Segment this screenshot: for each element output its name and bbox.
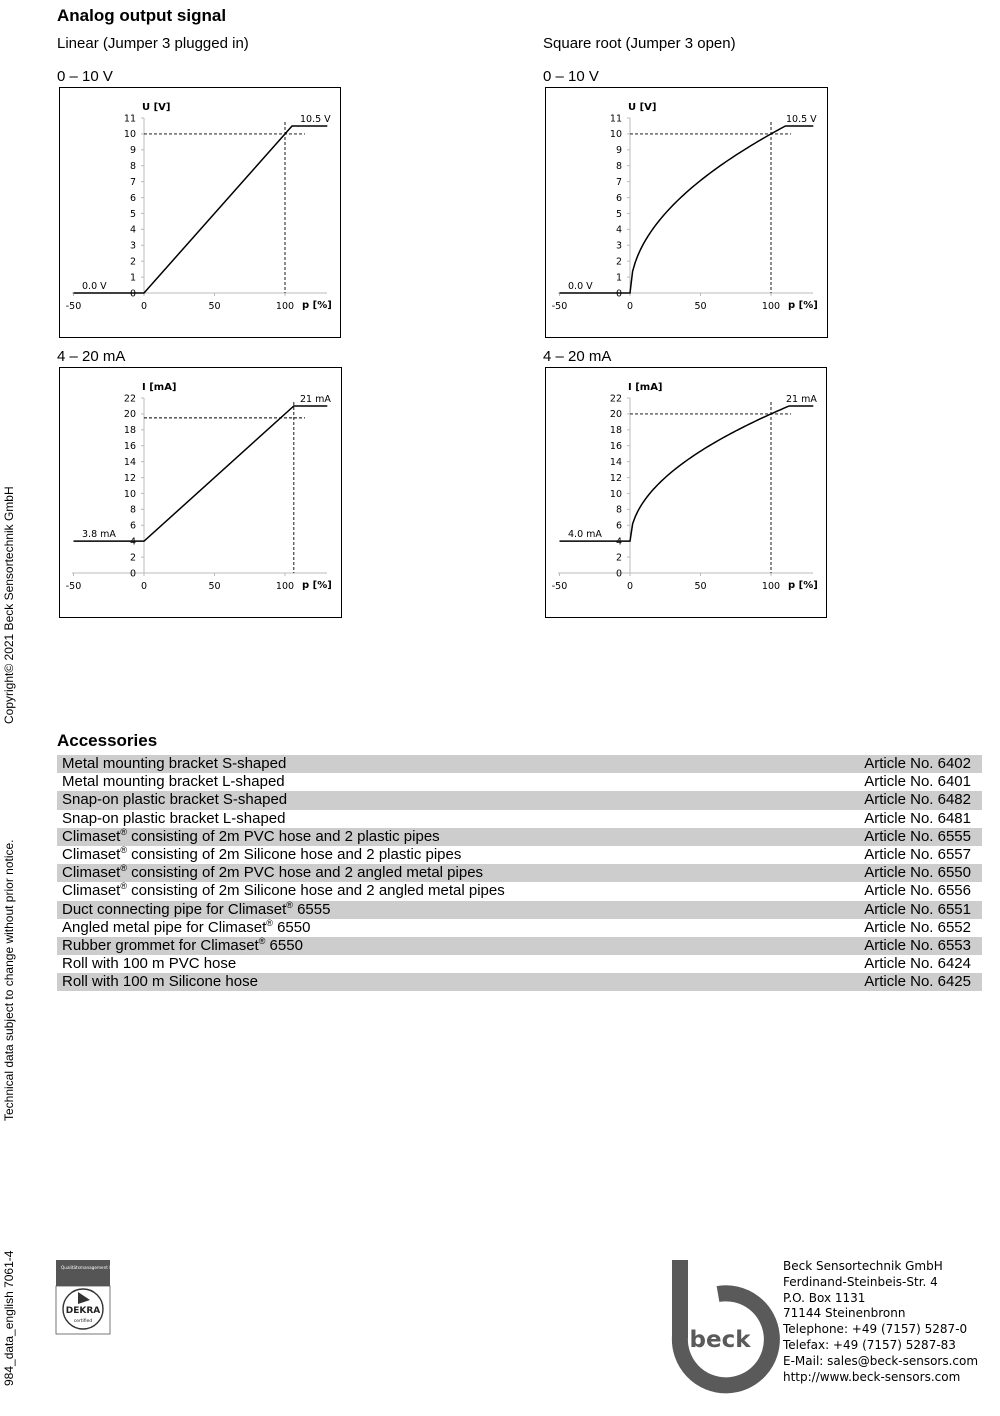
beck-logo bbox=[668, 1258, 768, 1386]
y-tick-label: 8 bbox=[129, 504, 136, 516]
accessory-article: Article No. 6402 bbox=[864, 755, 971, 773]
annotation-low: 0.0 V bbox=[82, 281, 107, 292]
x-tick-label: 50 bbox=[694, 581, 707, 592]
y-tick-label: 8 bbox=[129, 161, 136, 173]
accessory-name: Roll with 100 m PVC hose bbox=[62, 955, 237, 973]
accessory-name: Duct connecting pipe for Climaset® 6555 bbox=[62, 899, 331, 918]
beck-logo-text: beck bbox=[689, 1327, 751, 1353]
x-tick-label: 50 bbox=[208, 581, 221, 592]
table-row bbox=[57, 882, 982, 900]
accessory-name: Metal mounting bracket L-shaped bbox=[62, 773, 285, 791]
address-line: Ferdinand-Steinbeis-Str. 4 bbox=[783, 1274, 938, 1289]
y-tick-label: 20 bbox=[609, 409, 622, 421]
x-tick-label: 0 bbox=[140, 301, 148, 312]
accessory-article: Article No. 6401 bbox=[864, 773, 971, 791]
y-tick-label: 22 bbox=[123, 393, 136, 405]
y-tick-label: 9 bbox=[615, 145, 622, 157]
linear-current-svg bbox=[60, 368, 341, 617]
accessory-article: Article No. 6557 bbox=[864, 846, 971, 864]
table-row bbox=[57, 846, 982, 864]
y-tick-label: 2 bbox=[615, 256, 622, 268]
sqrt-column-title: Square root (Jumper 3 open) bbox=[543, 35, 736, 52]
dekra-top-text: Qualitätsmanagement ISO 9001 bbox=[61, 1265, 129, 1270]
y-axis-label: I [mA] bbox=[142, 382, 177, 393]
x-tick-label: 100 bbox=[761, 581, 781, 592]
y-tick-label: 0 bbox=[615, 288, 622, 300]
y-tick-label: 3 bbox=[615, 240, 622, 252]
y-tick-label: 4 bbox=[129, 536, 136, 548]
accessory-article: Article No. 6481 bbox=[864, 809, 971, 827]
series-line bbox=[74, 126, 328, 293]
y-tick-label: 6 bbox=[129, 520, 136, 532]
y-tick-label: 11 bbox=[609, 113, 622, 125]
table-row bbox=[57, 919, 982, 937]
table-row bbox=[57, 791, 982, 809]
y-tick-label: 22 bbox=[609, 393, 622, 405]
sqrt-voltage-chart bbox=[545, 87, 828, 338]
y-tick-label: 2 bbox=[129, 256, 136, 268]
x-tick-label: 0 bbox=[626, 301, 634, 312]
dekra-sub-text: certified bbox=[73, 1319, 93, 1324]
y-tick-label: 8 bbox=[615, 504, 622, 516]
annotation-high: 21 mA bbox=[786, 393, 817, 405]
y-tick-label: 14 bbox=[609, 456, 622, 468]
y-tick-label: 12 bbox=[609, 472, 622, 484]
sqrt-voltage-svg bbox=[546, 88, 827, 337]
accessory-article: Article No. 6550 bbox=[864, 864, 971, 882]
linear-current-chart bbox=[59, 367, 342, 618]
y-tick-label: 6 bbox=[615, 520, 622, 532]
x-tick-label: -50 bbox=[65, 301, 82, 312]
y-tick-label: 14 bbox=[123, 456, 136, 468]
table-row bbox=[57, 810, 982, 828]
series-line bbox=[560, 126, 814, 293]
y-axis-label: I [mA] bbox=[628, 382, 663, 393]
accessory-article: Article No. 6556 bbox=[864, 882, 971, 900]
y-tick-label: 12 bbox=[123, 472, 136, 484]
accessory-article: Article No. 6555 bbox=[864, 827, 971, 845]
dekra-seal bbox=[56, 1260, 129, 1334]
y-tick-label: 16 bbox=[609, 441, 622, 453]
y-tick-label: 2 bbox=[129, 552, 136, 564]
y-tick-label: 10 bbox=[609, 488, 622, 500]
address-line: Beck Sensortechnik GmbH bbox=[783, 1259, 943, 1273]
table-row bbox=[57, 864, 982, 882]
y-tick-label: 10 bbox=[609, 129, 622, 141]
annotation-high: 21 mA bbox=[300, 393, 331, 405]
annotation-low: 4.0 mA bbox=[568, 529, 602, 541]
y-tick-label: 1 bbox=[615, 272, 622, 284]
y-tick-label: 5 bbox=[129, 208, 136, 220]
accessory-name: Climaset® consisting of 2m PVC hose and 2 angled metal pipes bbox=[62, 863, 484, 882]
y-tick-label: 2 bbox=[615, 552, 622, 564]
y-tick-label: 0 bbox=[129, 568, 136, 580]
linear-column-title: Linear (Jumper 3 plugged in) bbox=[57, 35, 249, 52]
accessory-name: Metal mounting bracket S-shaped bbox=[62, 755, 287, 773]
x-axis-label: p [%] bbox=[788, 580, 818, 591]
linear-current-label: 4 – 20 mA bbox=[57, 348, 126, 365]
dekra-text: DEKRA bbox=[65, 1306, 101, 1316]
accessory-article: Article No. 6553 bbox=[864, 936, 971, 954]
x-tick-label: 0 bbox=[626, 581, 634, 592]
y-axis-label: U [V] bbox=[142, 102, 171, 113]
y-tick-label: 4 bbox=[129, 224, 136, 236]
accessory-name: Snap-on plastic bracket L-shaped bbox=[62, 809, 286, 827]
accessories-title: Accessories bbox=[57, 731, 158, 750]
y-tick-label: 7 bbox=[615, 176, 622, 188]
accessory-name: Climaset® consisting of 2m PVC hose and 2 plastic pipes bbox=[62, 826, 440, 845]
table-row bbox=[57, 937, 982, 955]
copyright-text: Copyright© 2021 Beck Sensortechnik GmbH bbox=[2, 486, 16, 724]
y-tick-label: 18 bbox=[609, 425, 622, 437]
address-line: P.O. Box 1131 bbox=[783, 1290, 866, 1305]
x-tick-label: 50 bbox=[208, 301, 221, 312]
y-tick-label: 5 bbox=[615, 208, 622, 220]
series-line bbox=[560, 406, 814, 541]
y-tick-label: 10 bbox=[123, 129, 136, 141]
notice-text: Technical data subject to change without prior notice. bbox=[2, 839, 16, 1121]
accessory-name: Climaset® consisting of 2m Silicone hose and 2 plastic pipes bbox=[62, 845, 462, 864]
y-tick-label: 6 bbox=[129, 192, 136, 204]
x-tick-label: 100 bbox=[275, 581, 295, 592]
address-line: E-Mail: sales@beck-sensors.com bbox=[783, 1353, 979, 1368]
x-axis-label: p [%] bbox=[788, 300, 818, 311]
y-tick-label: 1 bbox=[129, 272, 136, 284]
y-tick-label: 7 bbox=[129, 176, 136, 188]
x-tick-label: 100 bbox=[275, 301, 295, 312]
accessory-article: Article No. 6424 bbox=[864, 955, 971, 973]
y-tick-label: 18 bbox=[123, 425, 136, 437]
doc-id-text: 984_data_english 7061-4 bbox=[2, 1250, 16, 1386]
x-axis-label: p [%] bbox=[302, 300, 332, 311]
table-row bbox=[57, 828, 982, 846]
sqrt-current-chart bbox=[545, 367, 827, 618]
company-address bbox=[783, 1259, 978, 1385]
accessory-name: Angled metal pipe for Climaset® 6550 bbox=[62, 917, 311, 936]
x-tick-label: -50 bbox=[551, 581, 568, 592]
accessory-name: Roll with 100 m Silicone hose bbox=[62, 973, 258, 991]
annotation-high: 10.5 V bbox=[300, 113, 331, 125]
x-tick-label: 50 bbox=[694, 301, 707, 312]
y-tick-label: 4 bbox=[615, 536, 622, 548]
table-row bbox=[57, 901, 982, 919]
table-row bbox=[57, 955, 982, 973]
linear-voltage-label: 0 – 10 V bbox=[57, 68, 113, 85]
table-row bbox=[57, 773, 982, 791]
x-tick-label: -50 bbox=[551, 301, 568, 312]
table-row bbox=[57, 973, 982, 991]
address-line: Telephone: +49 (7157) 5287-0 bbox=[783, 1322, 968, 1337]
sqrt-voltage-label: 0 – 10 V bbox=[543, 68, 599, 85]
annotation-high: 10.5 V bbox=[786, 113, 817, 125]
series-line bbox=[74, 406, 328, 541]
sqrt-current-label: 4 – 20 mA bbox=[543, 348, 612, 365]
x-axis-label: p [%] bbox=[302, 580, 332, 591]
annotation-low: 0.0 V bbox=[568, 281, 593, 292]
linear-voltage-svg bbox=[60, 88, 340, 337]
y-tick-label: 0 bbox=[129, 288, 136, 300]
y-axis-label: U [V] bbox=[628, 102, 657, 113]
table-row bbox=[57, 755, 982, 773]
accessory-name: Climaset® consisting of 2m Silicone hose and 2 angled metal pipes bbox=[62, 881, 505, 900]
address-line: http://www.beck-sensors.com bbox=[783, 1369, 961, 1384]
accessory-name: Snap-on plastic bracket S-shaped bbox=[62, 791, 288, 809]
accessory-name: Rubber grommet for Climaset® 6550 bbox=[62, 935, 303, 954]
address-line: 71144 Steinenbronn bbox=[783, 1306, 906, 1321]
page-title: Analog output signal bbox=[57, 6, 227, 25]
beck-logo-icon bbox=[668, 1258, 768, 1386]
accessory-article: Article No. 6482 bbox=[864, 791, 971, 809]
y-tick-label: 16 bbox=[123, 441, 136, 453]
accessory-article: Article No. 6425 bbox=[864, 973, 971, 991]
address-line: Telefax: +49 (7157) 5287-83 bbox=[783, 1337, 956, 1352]
y-tick-label: 8 bbox=[615, 161, 622, 173]
y-tick-label: 11 bbox=[123, 113, 136, 125]
dekra-seal-icon bbox=[56, 1260, 129, 1334]
accessory-article: Article No. 6551 bbox=[864, 900, 971, 918]
y-tick-label: 3 bbox=[129, 240, 136, 252]
sqrt-current-svg bbox=[546, 368, 826, 617]
y-tick-label: 10 bbox=[123, 488, 136, 500]
x-tick-label: -50 bbox=[65, 581, 82, 592]
y-tick-label: 6 bbox=[615, 192, 622, 204]
accessory-article: Article No. 6552 bbox=[864, 918, 971, 936]
x-tick-label: 100 bbox=[761, 301, 781, 312]
y-tick-label: 9 bbox=[129, 145, 136, 157]
annotation-low: 3.8 mA bbox=[82, 529, 116, 541]
y-tick-label: 4 bbox=[615, 224, 622, 236]
x-tick-label: 0 bbox=[140, 581, 148, 592]
y-tick-label: 0 bbox=[615, 568, 622, 580]
linear-voltage-chart bbox=[59, 87, 341, 338]
y-tick-label: 20 bbox=[123, 409, 136, 421]
accessories-table bbox=[57, 755, 982, 991]
